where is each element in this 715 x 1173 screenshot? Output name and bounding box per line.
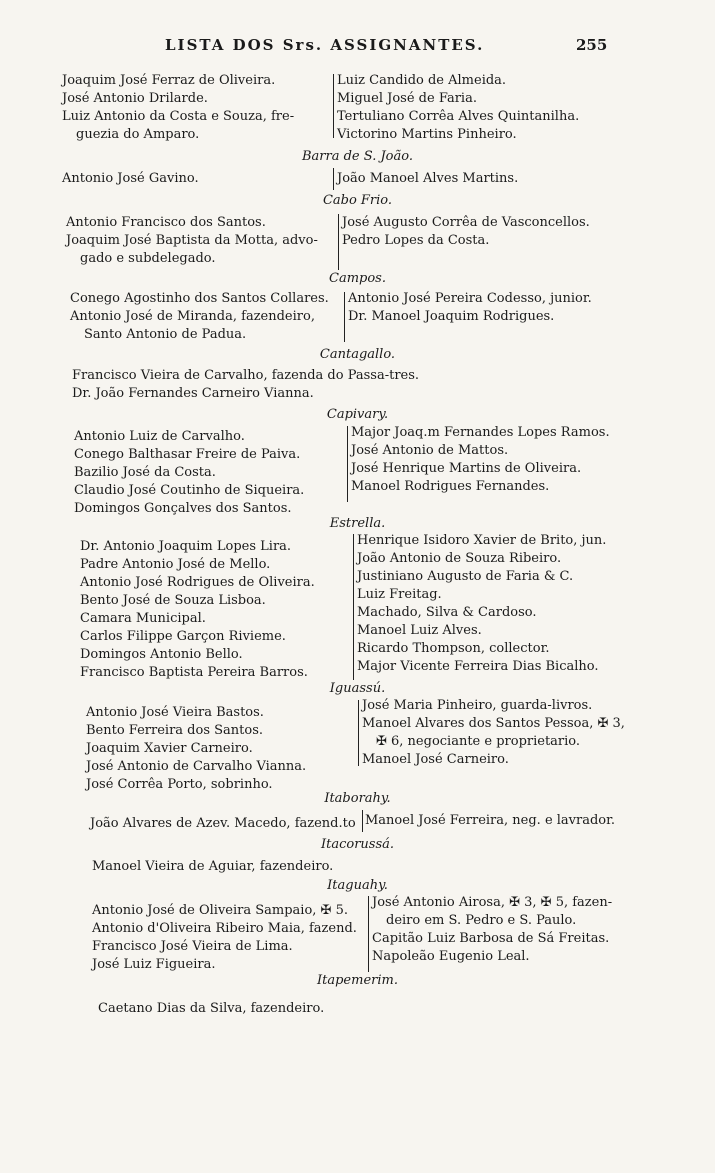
list-item: João Manoel Alves Martins. <box>337 171 519 186</box>
section-heading: Cabo Frio. <box>322 193 393 208</box>
list-item: Santo Antonio de Padua. <box>84 327 247 342</box>
list-item: guezia do Amparo. <box>76 127 200 142</box>
list-item: Machado, Silva & Cardoso. <box>357 605 537 620</box>
list-item: José Augusto Corrêa de Vasconcellos. <box>342 215 590 230</box>
section-heading: Barra de S. João. <box>302 149 413 164</box>
column-divider <box>347 426 348 502</box>
section-heading: Itacorussá. <box>320 837 395 852</box>
list-item: Victorino Martins Pinheiro. <box>337 127 517 142</box>
list-item: Joaquim José Baptista da Motta, advo- <box>66 233 318 248</box>
list-item: Antonio José Pereira Codesso, junior. <box>348 291 592 306</box>
column-divider <box>353 534 354 680</box>
list-item: Luiz Freitag. <box>357 587 442 602</box>
list-item: Caetano Dias da Silva, fazendeiro. <box>98 1001 325 1016</box>
page-title: LISTA DOS Srs. ASSIGNANTES. <box>165 36 485 54</box>
list-item: Antonio José Vieira Bastos. <box>86 705 264 720</box>
list-item: Tertuliano Corrêa Alves Quintanilha. <box>337 109 580 124</box>
list-item: Padre Antonio José de Mello. <box>80 557 271 572</box>
list-item: gado e subdelegado. <box>80 251 216 266</box>
section-heading: Itaguahy. <box>327 878 388 893</box>
section-heading: Estrella. <box>329 516 386 531</box>
column-divider <box>333 168 334 190</box>
page-header <box>0 36 715 62</box>
column-divider <box>344 292 345 342</box>
list-item: Francisco Vieira de Carvalho, fazenda do Passa-tres. <box>72 368 420 383</box>
column-divider <box>338 214 339 270</box>
list-item: Major Joaq.m Fernandes Lopes Ramos. <box>351 425 610 440</box>
section-heading: Itapemerim. <box>317 973 398 988</box>
list-item: Conego Balthasar Freire de Paiva. <box>74 447 301 462</box>
list-item: Manoel José Carneiro. <box>362 752 509 767</box>
list-item: José Antonio Airosa, ✠ 3, ✠ 5, fazen- <box>372 895 613 910</box>
list-item: Napoleão Eugenio Leal. <box>372 949 530 964</box>
list-item: Antonio d'Oliveira Ribeiro Maia, fazend. <box>92 921 357 936</box>
list-item: José Corrêa Porto, sobrinho. <box>86 777 273 792</box>
list-item: José Antonio de Mattos. <box>351 443 509 458</box>
list-item: Capitão Luiz Barbosa de Sá Freitas. <box>372 931 610 946</box>
column-divider <box>358 700 359 766</box>
section-heading: Campos. <box>329 271 386 286</box>
section-heading: Itaborahy. <box>324 791 391 806</box>
section-heading: Cantagallo. <box>319 347 396 362</box>
column-divider <box>368 896 369 972</box>
list-item: Carlos Filippe Garçon Rivieme. <box>80 629 286 644</box>
list-item: Dr. João Fernandes Carneiro Vianna. <box>72 386 314 401</box>
list-item: José Henrique Martins de Oliveira. <box>351 461 582 476</box>
list-item: Major Vicente Ferreira Dias Bicalho. <box>357 659 599 674</box>
list-item: Pedro Lopes da Costa. <box>342 233 490 248</box>
list-item: Justiniano Augusto de Faria & C. <box>357 569 574 584</box>
list-item: Ricardo Thompson, collector. <box>357 641 550 656</box>
list-item: Manoel Luiz Alves. <box>357 623 482 638</box>
list-item: Antonio José de Miranda, fazendeiro, <box>70 309 315 324</box>
list-item: Francisco Baptista Pereira Barros. <box>80 665 308 680</box>
list-item: Francisco José Vieira de Lima. <box>92 939 293 954</box>
list-item: José Maria Pinheiro, guarda-livros. <box>362 698 593 713</box>
list-item: Manoel José Ferreira, neg. e lavrador. <box>365 813 616 828</box>
list-item: Antonio José Gavino. <box>62 171 199 186</box>
list-item: deiro em S. Pedro e S. Paulo. <box>386 913 577 928</box>
list-item: Bento Ferreira dos Santos. <box>86 723 264 738</box>
list-item: Manoel Vieira de Aguiar, fazendeiro. <box>92 859 334 874</box>
column-divider <box>333 74 334 138</box>
list-item: Domingos Gonçalves dos Santos. <box>74 501 292 516</box>
list-item: Manoel Rodrigues Fernandes. <box>351 479 550 494</box>
list-item: Luiz Antonio da Costa e Souza, fre- <box>62 109 295 124</box>
list-item: Luiz Candido de Almeida. <box>337 73 507 88</box>
list-item: Dr. Manoel Joaquim Rodrigues. <box>348 309 555 324</box>
list-item: Dr. Antonio Joaquim Lopes Lira. <box>80 539 292 554</box>
list-item: José Luiz Figueira. <box>92 957 216 972</box>
list-item: Antonio Luiz de Carvalho. <box>74 429 245 444</box>
list-item: Claudio José Coutinho de Siqueira. <box>74 483 305 498</box>
section-heading: Capivary. <box>326 407 389 422</box>
list-item: ✠ 6, negociante e proprietario. <box>376 734 581 749</box>
list-item: Conego Agostinho dos Santos Collares. <box>70 291 329 306</box>
list-item: João Antonio de Souza Ribeiro. <box>357 551 562 566</box>
list-item: Manoel Alvares dos Santos Pessoa, ✠ 3, <box>362 716 625 731</box>
list-item: Antonio José de Oliveira Sampaio, ✠ 5. <box>92 903 348 918</box>
list-item: Miguel José de Faria. <box>337 91 477 106</box>
list-item: Camara Municipal. <box>80 611 206 626</box>
list-item: João Alvares de Azev. Macedo, fazend.to <box>90 816 356 831</box>
column-divider <box>362 810 363 832</box>
list-item: Bazilio José da Costa. <box>74 465 216 480</box>
list-item: Henrique Isidoro Xavier de Brito, jun. <box>357 533 607 548</box>
list-item: Antonio José Rodrigues de Oliveira. <box>80 575 315 590</box>
list-item: Joaquim Xavier Carneiro. <box>86 741 253 756</box>
page-number: 255 <box>576 36 608 54</box>
list-item: José Antonio Drilarde. <box>62 91 208 106</box>
list-item: Joaquim José Ferraz de Oliveira. <box>62 73 276 88</box>
list-item: Antonio Francisco dos Santos. <box>66 215 266 230</box>
list-item: Domingos Antonio Bello. <box>80 647 243 662</box>
section-heading: Iguassú. <box>329 681 386 696</box>
list-item: Bento José de Souza Lisboa. <box>80 593 266 608</box>
list-item: José Antonio de Carvalho Vianna. <box>86 759 307 774</box>
